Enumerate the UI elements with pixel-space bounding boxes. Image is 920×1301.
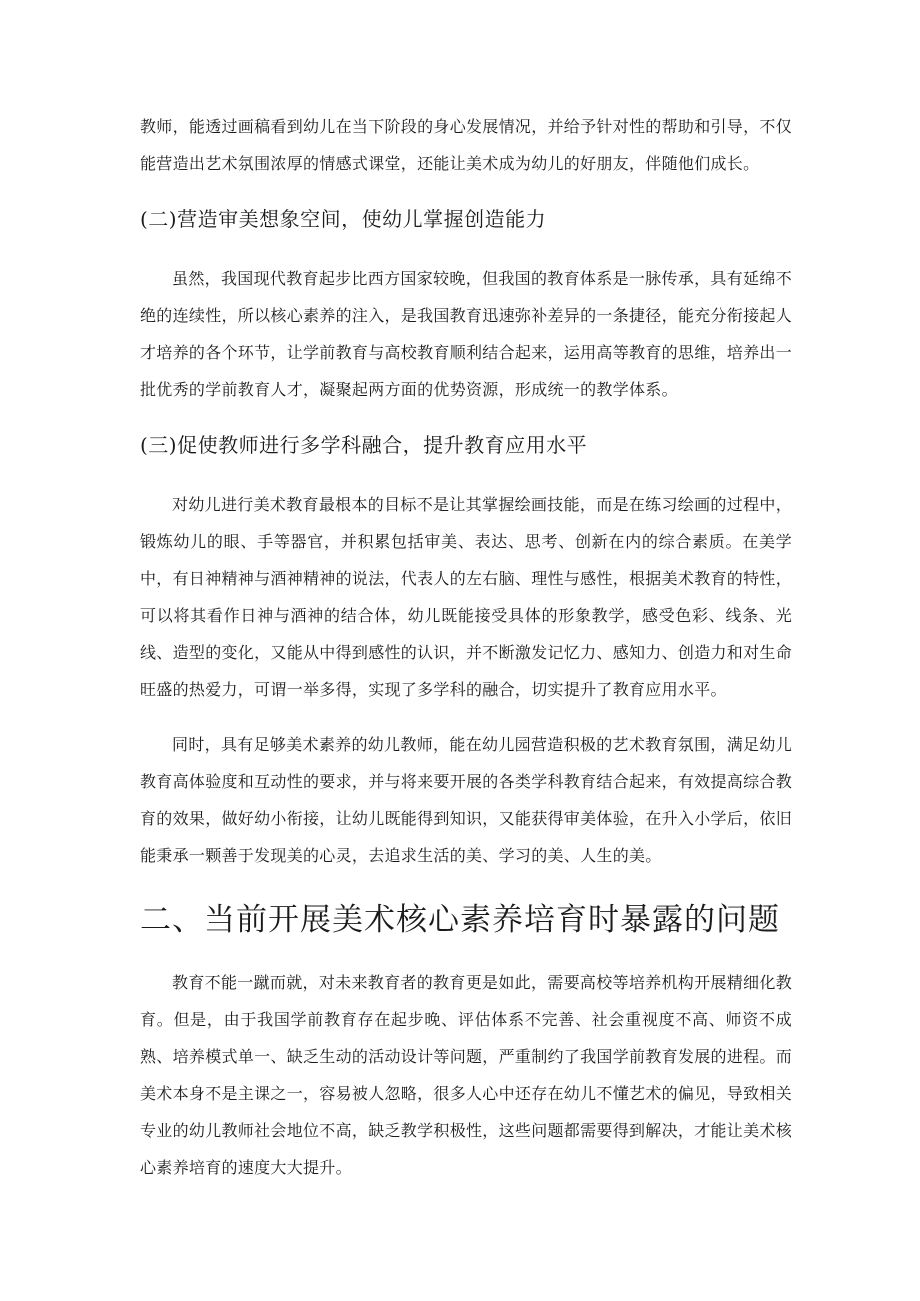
- spacer: [140, 182, 792, 204]
- spacer: [140, 460, 792, 486]
- spacer: [140, 234, 792, 260]
- spacer: [140, 408, 792, 430]
- spacer: [140, 708, 792, 726]
- document-page: [140, 108, 792, 1186]
- paragraph-education-system: 虽然，我国现代教育起步比西方国家较晚，但我国的教育体系是一脉传承，具有延绵不绝的连续性，所以核心素养的注入，是我国教育迅速弥补差异的一条捷径，能充分衔接起人才培养的各个环节，让学前教育与高校教育顺利结合起来，运用高等教育的思维，培养出一批优秀的学前教育人才，凝聚起两方面的优势资源，形成统一的教学体系。: [140, 269, 793, 399]
- section-heading-2: 二、当前开展美术核心素养培育时暴露的问题: [140, 902, 780, 938]
- paragraph-current-problems: 教育不能一蹴而就，对未来教育者的教育更是如此，需要高校等培养机构开展精细化教育。但是，由于我国学前教育存在起步晚、评估体系不完善、社会重视度不高、师资不成熟、培养模式单一、缺乏生动的活动设计等问题，严重制约了我国学前教育发展的进程。而美术本身不是主课之一，容易被人忽略，很多人心中还存在幼儿不懂艺术的偏见，导致相关专业的幼儿教师社会地位不高，缺乏教学积极性，这些问题都需要得到解决，才能让美术核心素养培育的速度大大提升。: [140, 973, 793, 1177]
- spacer: [140, 942, 792, 964]
- subsection-heading-3: (三)促使教师进行多学科融合，提升教育应用水平: [140, 433, 588, 457]
- paragraph-teacher-literacy: 同时，具有足够美术素养的幼儿教师，能在幼儿园营造积极的艺术教育氛围，满足幼儿教育高体验度和互动性的要求，并与将来要开展的各类学科教育结合起来，有效提高综合教育的效果，做好幼小衔接，让幼儿既能得到知识，又能获得审美体验，在升入小学后，依旧能秉承一颗善于发现美的心灵，去追求生活的美、学习的美、人生的美。: [140, 735, 793, 865]
- subsection-heading-2: (二)营造审美想象空间，使幼儿掌握创造能力: [140, 207, 547, 231]
- paragraph-art-education-goal: 对幼儿进行美术教育最根本的目标不是让其掌握绘画技能，而是在练习绘画的过程中，锻炼幼儿的眼、手等器官，并积累包括审美、表达、思考、创新在内的综合素质。在美学中，有日神精神与酒神精神的说法，代表人的左右脑、理性与感性，根据美术教育的特性，可以将其看作日神与酒神的结合体，幼儿既能接受具体的形象教学，感受色彩、线条、光线、造型的变化，又能从中得到感性的认识，并不断激发记忆力、感知力、创造力和对生命旺盛的热爱力，可谓一举多得，实现了多学科的融合，切实提升了教育应用水平。: [140, 495, 793, 699]
- spacer: [140, 874, 792, 898]
- paragraph-continued: 教师，能透过画稿看到幼儿在当下阶段的身心发展情况，并给予针对性的帮助和引导，不仅能营造出艺术氛围浓厚的情感式课堂，还能让美术成为幼儿的好朋友，伴随他们成长。: [140, 117, 793, 173]
